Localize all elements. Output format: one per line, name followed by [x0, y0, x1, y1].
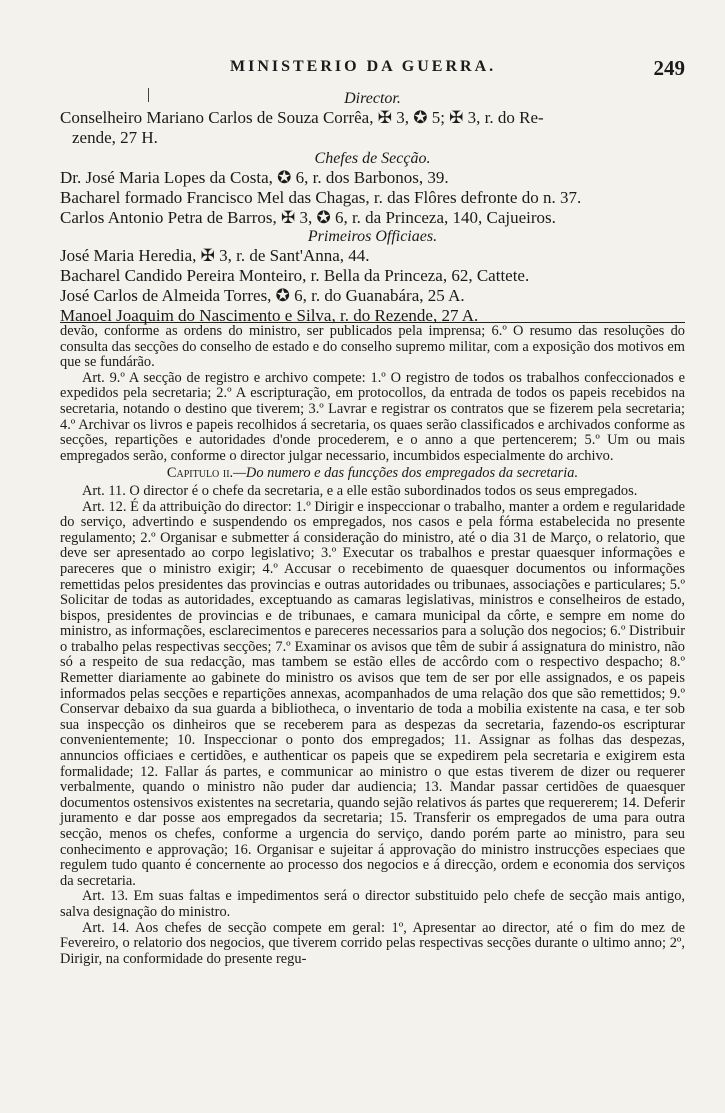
paragraph: Art. 11. O director é o chefe da secretaria, e a elle estão subordinados todos os seus empregados. [82, 482, 638, 499]
paragraph: Art. 12. É da attribuição do director: 1.º Dirigir e inspeccionar o trabalho, manter a ordem e regularidade do serviço, advertindo e suspendendo os empregados, nos casos e pela fórma estabelecida no presente regulamento; 2.º Organisar e submetter á consideração do ministro, até o dia 31 de Março, o relatorio, que deve ser apresentado ao corpo legislativo; 3.º Executar os trabalhos e prestar quaesquer informações e pareceres que o ministro exigir; 4.º Accusar o recebimento de quaesquer documentos ou informações remettidas pelos presidentes das provincias e outras autoridades ou tribunaes, associações e particulares; 5.º Solicitar de todas as autoridades, exceptuando as camaras legislativas, ministros e conselheiros de estado, bispos, presidentes de provincias e de tribunaes, e camara municipal da côrte, e sempre em nome do ministro, as informações, esclarecimentos e pareceres necessarios para a solução dos negocios; 6.º Distribuir o trabalho pelas respectivas secções; 7.º Examinar os avisos que têm de subir á assignatura do ministro, não só a respeito de sua redacção, mas tambem se estão elles de accôrdo com o respectivo despacho; 8.º Remetter diariamente ao gabinete do ministro os avisos que tem de ser por elle assignados, e os papeis informados pelas secções e repartições annexas, acompanhados de uma relação dos que são remettidos; 9.º Conservar debaixo da sua guarda a bibliotheca, o inventario de toda a mobilia existente na casa, e ter sob sua inspecção os dinheiros que se receberem para as despezas da secretaria, fazendo-os escripturar convenientemente; 10. Inspeccionar o ponto dos empregados; 11. Assignar as folhas das despezas, annuncios officiaes e certidões, e authenticar os papeis que se expedirem pela secretaria e exigirem esta formalidade; 12. Fallar ás partes, e communicar ao ministro o que estas tiverem de dizer ou requerer verbalmente, quando o ministro não puder dar audiencia; 13. Mandar passar certidões de quaesquer documentos ostensivos existentes na secretaria, quando sejão relativos ás partes que requererem; 14. Deferir juramento e dar posse aos empregados da secretaria; 15. Transferir os empregados de uma para outra secção, menos os chefes, conforme a urgencia do serviço, dando porém parte ao ministro, para seu conhecimento e approvação; 16. Organisar e sujeitar á approvação do ministro instrucções especiaes que regulem tudo quanto é concernente ao processo dos negocios e á direcção, ordem e economia dos serviços da secretaria. [60, 498, 685, 889]
chefes-heading: Chefes de Secção. [314, 150, 431, 167]
chefe-entry: Bacharel formado Francisco Mel das Chagas, r. das Flôres defronte do n. 37. [60, 188, 582, 207]
paragraph: Art. 13. Em suas faltas e impedimentos será o director substituido pelo chefe de secção mais antigo, salva designação do ministro. [60, 888, 685, 920]
paragraph: Art. 9.º A secção de registro e archivo compete: 1.º O registro de todos os trabalhos confeccionados e expedidos pela secretaria; 2.º A escripturação, em protocollos, da entrada de todos os papeis recebidos na secretaria, notando o destino que tiverem; 3.º Lavrar e registrar os contratos que se fizerem pela secretaria; 4.º Archivar os livros e papeis recolhidos á secretaria, os quaes serão classificados e archivados conforme as secções, repartições e autoridades d'onde procederem, e o anno a que pertencerem; 5.º Um ou mais empregados serão, conforme o director julgar necessario, incumbidos especialmente do archivo. [60, 369, 685, 464]
director-section [60, 90, 685, 148]
official-entry: Bacharel Candido Pereira Monteiro, r. Bella da Princeza, 62, Cattete. [60, 266, 530, 285]
officiaes-heading: Primeiros Officiaes. [307, 228, 438, 245]
chefe-entry: Dr. José Maria Lopes da Costa, ✪ 6, r. dos Barbonos, 39. [60, 168, 449, 187]
director-line-cont: zende, 27 H. [72, 128, 158, 147]
director-heading: Director. [344, 90, 401, 107]
paragraph: devão, conforme as ordens do ministro, ser publicados pela imprensa; 6.º O resumo das resoluções do consulta das secções do conselho de estado e do conselho supremo militar, com a exposição dos motivos em que se fundárão. [60, 323, 685, 371]
official-entry: Manoel Joaquim do Nascimento e Silva, r. do Rezende, 27 A. [60, 306, 479, 325]
page-number: 249 [653, 56, 685, 80]
chapter-label: Capitulo ii. [166, 465, 234, 482]
regulation-text [60, 324, 685, 967]
page-header [60, 58, 685, 80]
chapter-heading [60, 466, 685, 482]
chapter-title: —Do numero e das funcções dos empregados da secretaria. [233, 465, 579, 482]
paragraph: Art. 14. Aos chefes de secção compete em geral: 1º, Apresentar ao director, até o fim do mez de Fevereiro, o relatorio dos negocios, que tiverem corrido pelas respectivas secções durante o ultimo anno; 2º, Dirigir, na conformidade do presente regu- [60, 919, 685, 967]
officiaes-section [60, 228, 685, 326]
official-entry: José Maria Heredia, ✠ 3, r. de Sant'Anna, 44. [60, 246, 370, 265]
official-entry: José Carlos de Almeida Torres, ✪ 6, r. do Guanabára, 25 A. [60, 286, 465, 305]
director-line: Conselheiro Mariano Carlos de Souza Corrêa, ✠ 3, ✪ 5; ✠ 3, r. do Re- [60, 108, 544, 127]
chefes-section [60, 150, 685, 228]
running-head: MINISTERIO DA GUERRA. [230, 58, 497, 75]
chefe-entry: Carlos Antonio Petra de Barros, ✠ 3, ✪ 6, r. da Princeza, 140, Cajueiros. [60, 208, 556, 227]
